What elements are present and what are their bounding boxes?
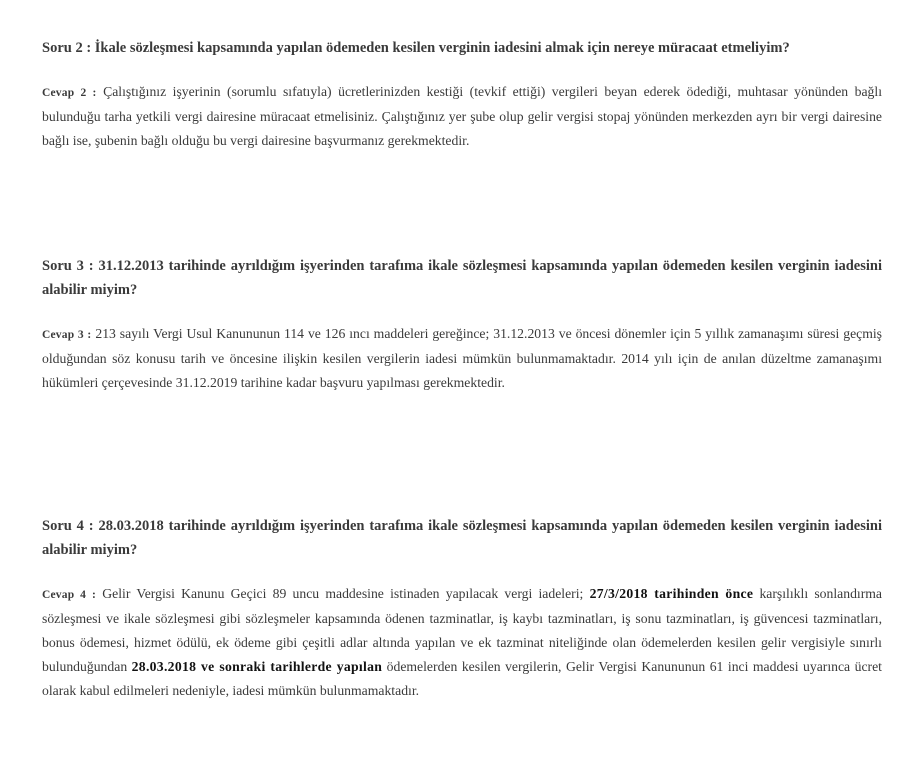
- answer-4-emphasis-1: 27/3/2018 tarihinden önce: [589, 586, 754, 601]
- answer-4-label: Cevap 4 :: [42, 589, 97, 601]
- faq-item-3: [42, 254, 882, 395]
- faq-item-4: [42, 514, 882, 703]
- answer-2-label: Cevap 2 :: [42, 87, 97, 99]
- answer-2-text: Çalıştığınız işyerinin (sorumlu sıfatıyla) ücretlerinizden kestiği (tevkif ettiği) vergileri beyan ederek ödediği, muhtasar yönünden bağlı bulunduğu tarha yetkili vergi dairesine müracaat etmelisiniz. Çalıştığınız yer şube olup gelir vergisi stopaj yönünden merkezden ayrı bir vergi dairesine bağlı ise, şubenin bağlı olduğu bu vergi dairesine başvurmanız gerekmektedir.: [42, 84, 882, 148]
- answer-3-label: Cevap 3 :: [42, 329, 92, 341]
- answer-2: [42, 80, 882, 153]
- question-4: Soru 4 : 28.03.2018 tarihinde ayrıldığım işyerinden tarafıma ikale sözleşmesi kapsamında yapılan ödemeden kesilen verginin iadesini alabilir miyim?: [42, 518, 882, 558]
- answer-4-text-2: karşılıklı sonlandırma sözleşmesi ve ikale sözleşmesi gibi sözleşmeler kapsamında ödenen tazminatlar, iş kaybı tazminatları, iş sonu tazminatları, iş güvencesi tazminatları, bonus ödemesi, hizmet ödülü, ek ödeme gibi çeşitli adlar altında yapılan ve ek tazminat niteliğinde olan ödemelerden kesilen gelir vergisiyle sınırlı bulunduğundan: [42, 586, 883, 674]
- question-3: Soru 3 : 31.12.2013 tarihinde ayrıldığım işyerinden tarafıma ikale sözleşmesi kapsamında yapılan ödemeden kesilen verginin iadesini alabilir miyim?: [42, 258, 882, 298]
- answer-4-text-3: ödemelerden kesilen vergilerin, Gelir Vergisi Kanununun 61 inci maddesi uyarınca ücret olarak kabul edilmeleri nedeniyle, iadesi mümkün bulunmamaktadır.: [42, 659, 882, 698]
- answer-4-emphasis-2: 28.03.2018 ve sonraki tarihlerde yapılan: [131, 659, 383, 674]
- answer-3-text: 213 sayılı Vergi Usul Kanununun 114 ve 126 ıncı maddeleri gereğince; 31.12.2013 ve öncesi dönemler için 5 yıllık zamanaşımı süresi geçmiş olduğundan söz konusu tarih ve öncesine ilişkin kesilen vergilerin iadesi mümkün bulunmamaktadır. 2014 yılı için de anılan düzeltme zamanaşımı hükümleri çerçevesinde 31.12.2019 tarihine kadar başvuru yapılması gerekmektedir.: [42, 326, 882, 390]
- answer-4-text-1: Gelir Vergisi Kanunu Geçici 89 uncu maddesine istinaden yapılacak vergi iadeleri;: [96, 586, 590, 601]
- faq-item-2: [42, 36, 882, 153]
- answer-4: [42, 582, 882, 703]
- answer-3: [42, 322, 882, 395]
- question-2: Soru 2 : İkale sözleşmesi kapsamında yapılan ödemeden kesilen verginin iadesini almak için nereye müracaat etmeliyim?: [42, 40, 790, 56]
